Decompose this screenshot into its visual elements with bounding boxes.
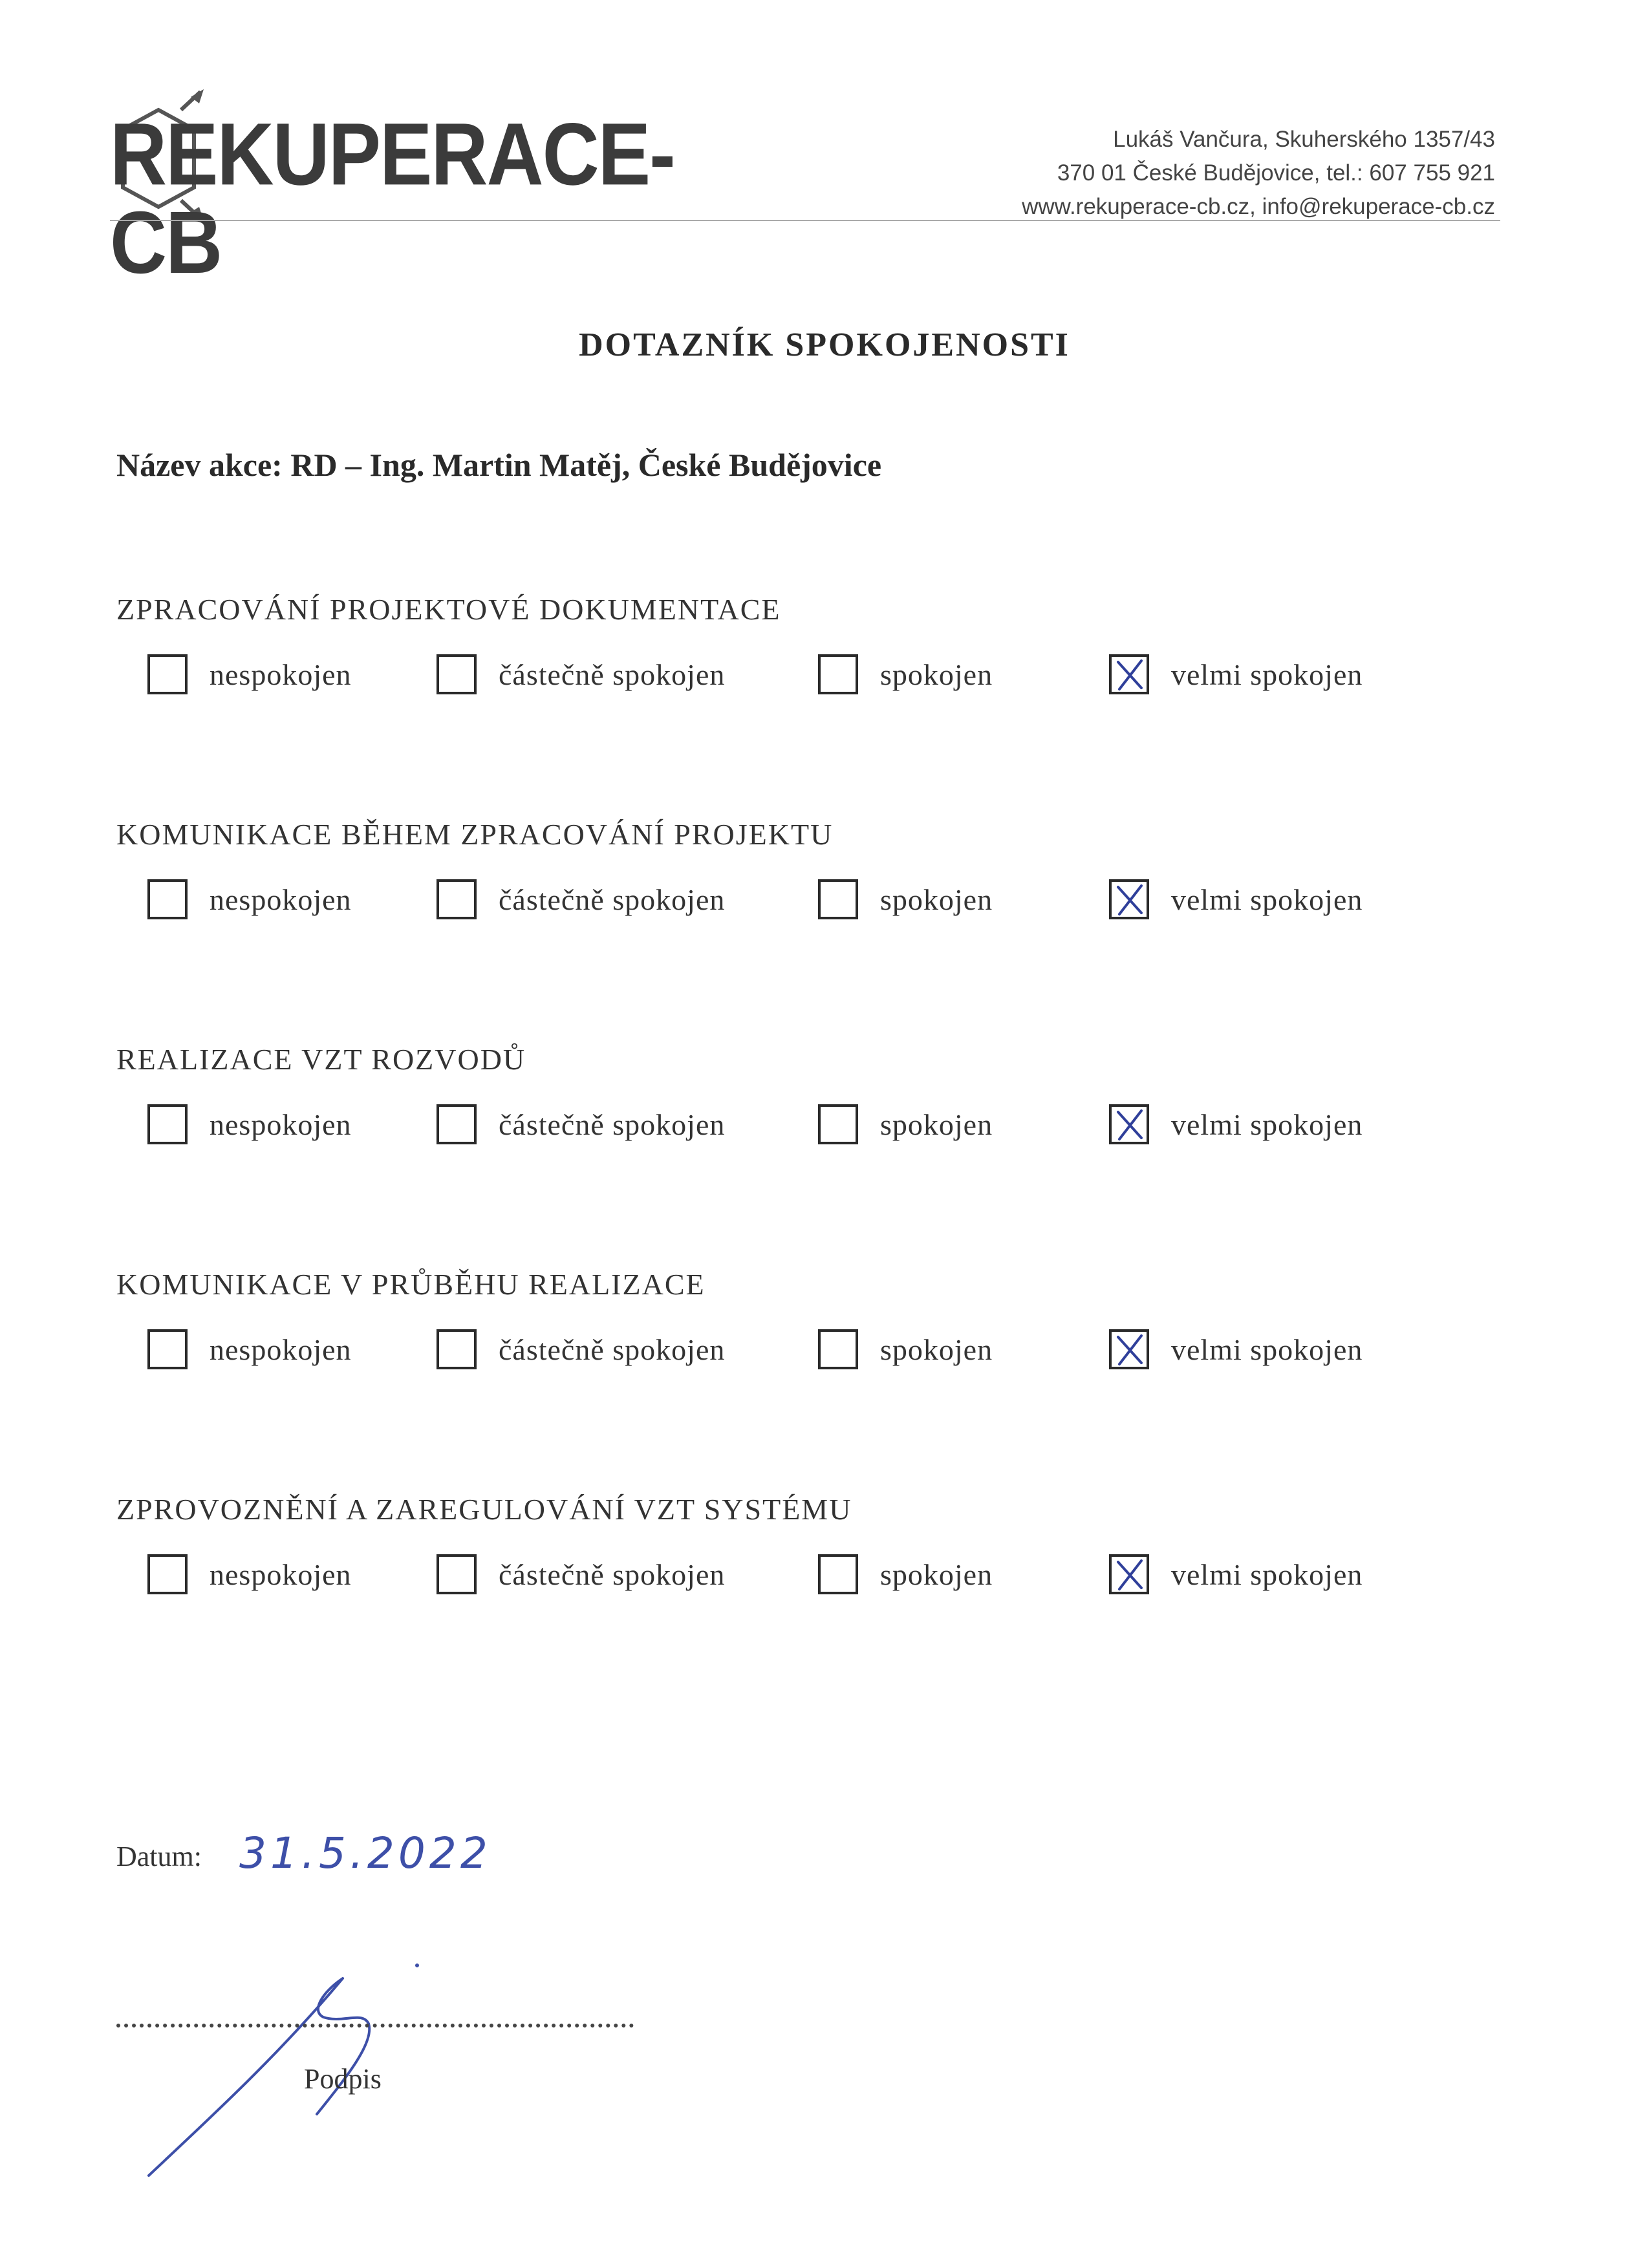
survey-section [116, 1493, 1539, 1591]
date-label: Datum: [116, 1841, 202, 1872]
rating-option [1109, 1329, 1363, 1369]
rating-option-label: velmi spokojen [1171, 1557, 1363, 1591]
rating-option [436, 654, 725, 694]
rating-checkbox[interactable] [1109, 879, 1149, 919]
section-title: KOMUNIKACE V PRŮBĚHU REALIZACE [116, 1268, 706, 1301]
rating-option-label: velmi spokojen [1171, 658, 1363, 691]
rating-option-label: částečně spokojen [499, 1557, 726, 1591]
header-divider [110, 220, 1500, 221]
rating-option [818, 654, 993, 694]
rating-option [436, 1554, 725, 1594]
rating-option [436, 879, 725, 919]
x-mark-icon [1109, 1554, 1149, 1594]
rating-option-label: spokojen [880, 658, 993, 691]
rating-checkbox[interactable] [436, 1329, 477, 1369]
rating-checkbox[interactable] [436, 879, 477, 919]
rating-checkbox[interactable] [436, 1554, 477, 1594]
rating-option [436, 1329, 725, 1369]
survey-section [116, 818, 1539, 916]
date-handwritten: 31.5.2022 [239, 1828, 491, 1878]
rating-option [147, 879, 352, 919]
handwritten-signature [129, 1952, 453, 2198]
rating-checkbox[interactable] [818, 654, 858, 694]
rating-checkbox[interactable] [436, 1104, 477, 1144]
rating-checkbox[interactable] [147, 654, 188, 694]
rating-option-label: nespokojen [210, 883, 352, 916]
rating-checkbox[interactable] [818, 1104, 858, 1144]
rating-option-label: spokojen [880, 1557, 993, 1591]
rating-option [147, 1104, 352, 1144]
rating-option-label: nespokojen [210, 1107, 352, 1141]
logo-text: REKUPERACE-CB [110, 105, 674, 292]
rating-checkbox[interactable] [1109, 1329, 1149, 1369]
survey-section [116, 1268, 1539, 1366]
rating-option [818, 1104, 993, 1144]
section-title: REALIZACE VZT ROZVODŮ [116, 1043, 526, 1076]
rating-option [1109, 1554, 1363, 1594]
rating-checkbox[interactable] [147, 1104, 188, 1144]
company-contact [1022, 123, 1495, 224]
rating-option-label: částečně spokojen [499, 1332, 726, 1366]
rating-option [818, 879, 993, 919]
rating-checkbox[interactable] [1109, 1104, 1149, 1144]
rating-option-label: částečně spokojen [499, 658, 726, 691]
rating-option [818, 1329, 993, 1369]
section-title: ZPRACOVÁNÍ PROJEKTOVÉ DOKUMENTACE [116, 593, 781, 626]
rating-option [818, 1554, 993, 1594]
rating-option-label: velmi spokojen [1171, 1107, 1363, 1141]
rating-option-label: nespokojen [210, 658, 352, 691]
section-title: KOMUNIKACE BĚHEM ZPRACOVÁNÍ PROJEKTU [116, 818, 834, 851]
rating-checkbox[interactable] [1109, 1554, 1149, 1594]
contact-web-email: www.rekuperace-cb.cz, info@rekuperace-cb.cz [1022, 194, 1495, 219]
rating-checkbox[interactable] [436, 654, 477, 694]
rating-option-label: velmi spokojen [1171, 883, 1363, 916]
x-mark-icon [1109, 879, 1149, 919]
signature-line [116, 2024, 634, 2027]
rating-option-label: spokojen [880, 1332, 993, 1366]
section-title: ZPROVOZNĚNÍ A ZAREGULOVÁNÍ VZT SYSTÉMU [116, 1493, 852, 1526]
document-title: DOTAZNÍK SPOKOJENOSTI [579, 326, 1070, 363]
rating-checkbox[interactable] [1109, 654, 1149, 694]
rating-option [1109, 654, 1363, 694]
rating-option [147, 1329, 352, 1369]
rating-option-label: spokojen [880, 1107, 993, 1141]
signature-label: Podpis [304, 2063, 382, 2095]
rating-option-label: spokojen [880, 883, 993, 916]
rating-option [1109, 1104, 1363, 1144]
rating-option-label: nespokojen [210, 1332, 352, 1366]
rating-option-label: nespokojen [210, 1557, 352, 1591]
rating-option [147, 1554, 352, 1594]
rating-option [436, 1104, 725, 1144]
contact-city-phone: 370 01 České Budějovice, tel.: 607 755 921 [1057, 160, 1495, 186]
x-mark-icon [1109, 654, 1149, 694]
rating-option-label: velmi spokojen [1171, 1332, 1363, 1366]
rating-checkbox[interactable] [147, 1329, 188, 1369]
company-logo [110, 84, 674, 292]
event-name: Název akce: RD – Ing. Martin Matěj, České Budějovice [116, 447, 882, 483]
x-mark-icon [1109, 1104, 1149, 1144]
survey-section [116, 1043, 1539, 1141]
rating-option-label: částečně spokojen [499, 883, 726, 916]
rating-checkbox[interactable] [818, 1329, 858, 1369]
x-mark-icon [1109, 1329, 1149, 1369]
rating-checkbox[interactable] [818, 1554, 858, 1594]
rating-checkbox[interactable] [818, 879, 858, 919]
rating-option [1109, 879, 1363, 919]
contact-address: Lukáš Vančura, Skuherského 1357/43 [1113, 127, 1495, 152]
rating-checkbox[interactable] [147, 1554, 188, 1594]
rating-checkbox[interactable] [147, 879, 188, 919]
rating-option [147, 654, 352, 694]
survey-section [116, 593, 1539, 691]
rating-option-label: částečně spokojen [499, 1107, 726, 1141]
